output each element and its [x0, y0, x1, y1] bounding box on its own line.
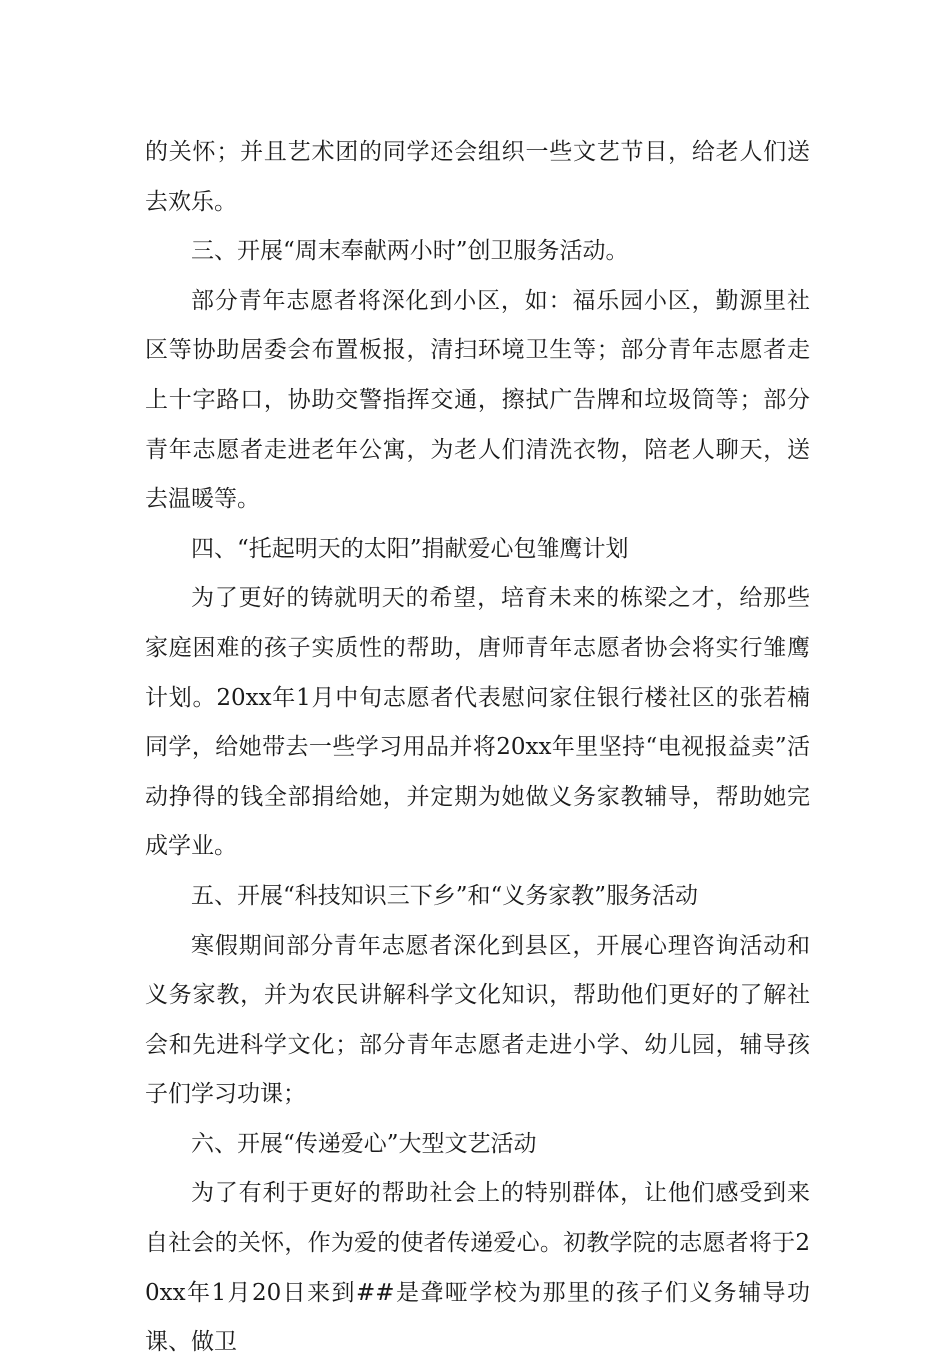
paragraph-continuation: 的关怀；并且艺术团的同学还会组织一些文艺节目，给老人们送去欢乐。	[145, 139, 810, 215]
section-heading-3: 三、开展“周末奉献两小时”创卫服务活动。	[191, 238, 629, 265]
section-heading-6: 六、开展“传递爱心”大型文艺活动	[191, 1130, 537, 1157]
paragraph-section-5: 寒假期间部分青年志愿者深化到县区，开展心理咨询活动和义务家教，并为农民讲解科学文化知识，帮助他们更好的了解社会和先进科学文化；部分青年志愿者走进小学、幼儿园，辅导孩子们学习功课；	[145, 932, 810, 1108]
section-heading-5: 五、开展“科技知识三下乡”和“义务家教”服务活动	[191, 882, 699, 909]
section-heading-4: 四、“托起明天的太阳”捐献爱心包雏鹰计划	[191, 535, 629, 562]
paragraph-section-4: 为了更好的铸就明天的希望，培育未来的栋梁之才，给那些家庭困难的孩子实质性的帮助，唐师青年志愿者协会将实行雏鹰计划。20xx年1月中旬志愿者代表慰问家住银行楼社区的张若楠同学，给她带去一些学习用品并将20xx年里坚持“电视报益卖”活动挣得的钱全部捐给她，并定期为她做义务家教辅导，帮助她完成学业。	[145, 585, 810, 860]
paragraph-section-6: 为了有利于更好的帮助社会上的特别群体，让他们感受到来自社会的关怀，作为爱的使者传递爱心。初教学院的志愿者将于20xx年1月20日来到##是聋哑学校为那里的孩子们义务辅导功课、做卫	[145, 1180, 810, 1356]
document-body	[145, 128, 810, 1368]
paragraph-section-3: 部分青年志愿者将深化到小区，如：福乐园小区，勤源里社区等协助居委会布置板报，清扫环境卫生等；部分青年志愿者走上十字路口，协助交警指挥交通，擦拭广告牌和垃圾筒等；部分青年志愿者走进老年公寓，为老人们清洗衣物，陪老人聊天，送去温暖等。	[145, 287, 810, 513]
